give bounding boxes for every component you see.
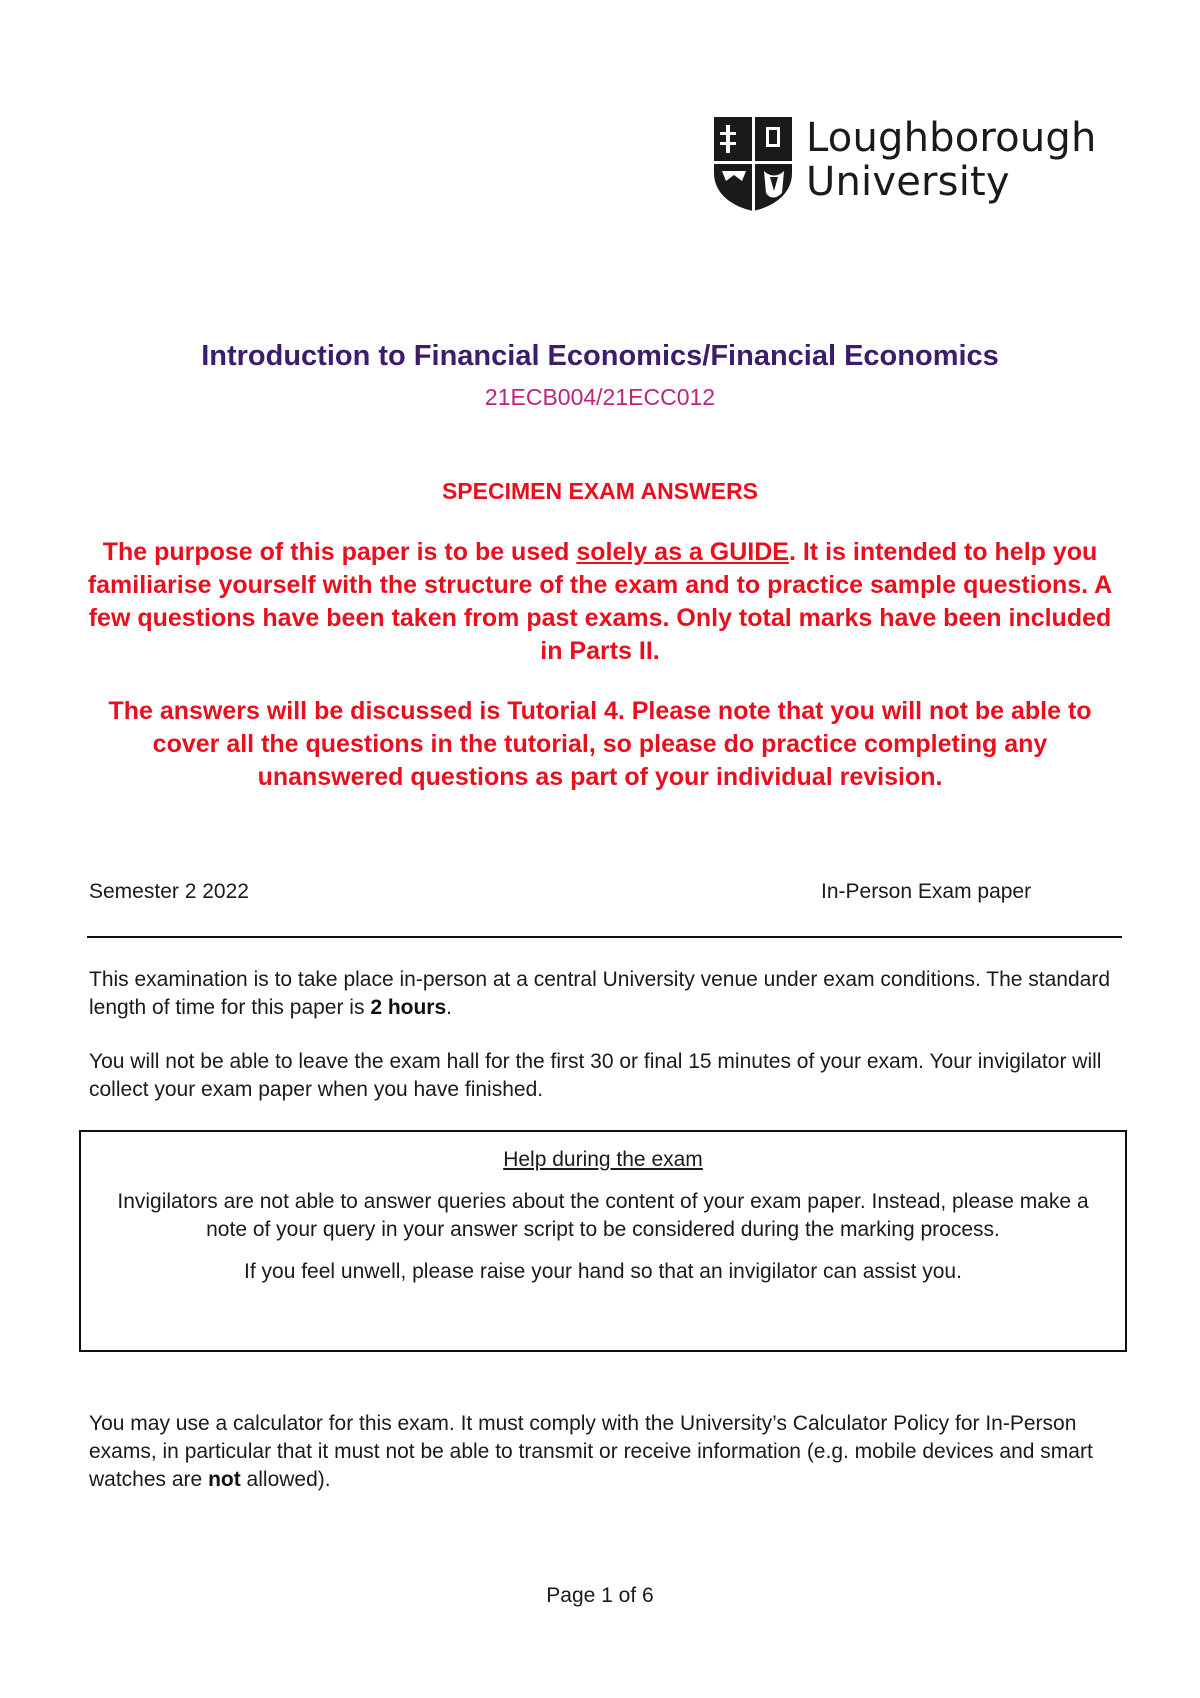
logo-text-line1: Loughborough <box>806 115 1097 161</box>
tutorial-notice: The answers will be discussed is Tutorial 4. Please note that you will not be able to cover all the questions in the tutorial, so please do practice completing any unanswered questions as part of your individual revision. <box>108 697 1092 791</box>
paper-type-label: In-Person Exam paper <box>821 880 1032 903</box>
logo-text-line2: University <box>806 159 1010 205</box>
specimen-heading: SPECIMEN EXAM ANSWERS <box>441 478 759 504</box>
university-wordmark <box>806 115 1097 205</box>
course-code: 21ECB004/21ECC012 <box>484 384 716 410</box>
exam-duration-value: 2 hours <box>370 996 447 1019</box>
purpose-notice <box>80 536 1120 668</box>
purpose-notice-end: . It is intended to help you familiarise yourself with the structure of the exam and to practice sample questions. A few questions have been taken from past exams. Only total marks have been included in Parts II. <box>87 538 1113 665</box>
calculator-paragraph <box>89 1410 1129 1494</box>
purpose-notice-start: The purpose of this paper is to be used <box>102 538 577 566</box>
university-logo <box>712 115 1097 213</box>
purpose-notice-emphasis: solely as a GUIDE <box>576 538 789 566</box>
page-number: Page 1 of 6 <box>546 1584 654 1607</box>
help-box <box>79 1130 1127 1352</box>
university-crest-icon <box>712 115 794 213</box>
exam-duration-paragraph <box>89 966 1129 1022</box>
help-box-unwell-text: If you feel unwell, please raise your hand so that an invigilator can assist you. <box>244 1260 962 1283</box>
course-title: Introduction to Financial Economics/Financial Economics <box>201 340 999 372</box>
exam-duration-text: This examination is to take place in-person at a central University venue under exam conditions. The standard length of time for this paper is <box>89 968 1110 1019</box>
exam-hall-paragraph: You will not be able to leave the exam hall for the first 30 or final 15 minutes of your exam. Your invigilator will collect your exam paper when you have finished. <box>89 1050 1102 1101</box>
calculator-text: You may use a calculator for this exam. It must comply with the University’s Calculator Policy for In-Person exams, in particular that it must not be able to transmit or receive information (e.g. mobile devices and smart watches are <box>89 1412 1093 1491</box>
exam-meta-row <box>89 880 1121 904</box>
help-box-queries-text: Invigilators are not able to answer queries about the content of your exam paper. Instead, please make a note of your query in your answer script to be considered during the marking process. <box>117 1190 1089 1241</box>
divider <box>87 936 1122 938</box>
calculator-end: allowed). <box>240 1468 331 1491</box>
exam-duration-end: . <box>446 996 453 1019</box>
help-box-title: Help during the exam <box>503 1148 703 1171</box>
semester-label: Semester 2 2022 <box>89 880 249 903</box>
calculator-emphasis: not <box>208 1468 241 1491</box>
